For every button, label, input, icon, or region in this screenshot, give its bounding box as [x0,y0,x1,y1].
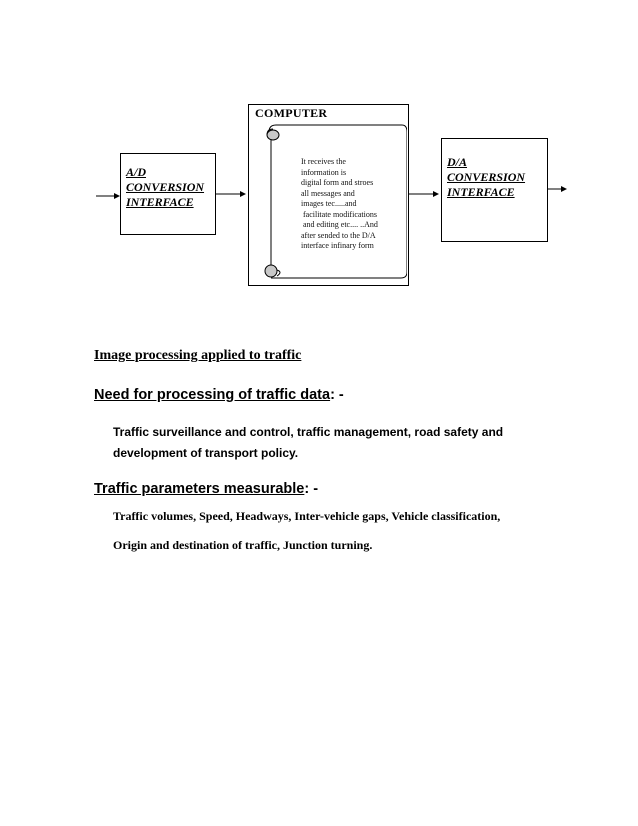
ad-box-line-2: CONVERSION [126,180,205,194]
scroll-line-9: interface infinary form [301,241,374,250]
ad-conversion-box [120,153,216,235]
da-box-line-3: INTERFACE [447,185,515,199]
heading-image-processing: Image processing applied to traffic [94,348,302,363]
scroll-line-8: after sended to the D/A [301,230,376,240]
scroll-line-7: and editing etc.... ..And [301,220,378,229]
scroll-line-1: It receives the [301,157,346,166]
da-box-line-1: D/A [447,155,468,169]
para-traffic-surveillance-line-2: development of transport policy. [113,446,299,460]
heading-need-for-processing [94,387,344,403]
ad-box-line-3: INTERFACE [126,195,194,209]
computer-box [248,104,409,286]
scroll-line-4: all messages and [301,188,355,198]
heading-traffic-parameters-text: Traffic parameters measurable [94,481,305,497]
heading-traffic-parameters [94,481,318,497]
scroll-line-6: facilitate modifications [301,209,377,219]
da-box-line-2: CONVERSION [447,170,526,184]
para-traffic-surveillance-line-1: Traffic surveillance and control, traffic management, road safety and [113,425,504,439]
scroll-text [301,157,378,252]
heading-traffic-parameters-suffix: : - [304,481,319,497]
heading-need-for-processing-suffix: : - [330,387,344,403]
ad-box-line-1: A/D [126,165,147,179]
para-traffic-parameters-line-1: Traffic volumes, Speed, Headways, Inter-vehicle gaps, Vehicle classification, [113,509,501,523]
scroll-line-5: images tec.....and [301,199,357,208]
computer-box-title: COMPUTER [255,106,328,120]
para-traffic-parameters-line-2: Origin and destination of traffic, Junction turning. [113,538,373,552]
heading-need-for-processing-text: Need for processing of traffic data [94,387,331,403]
scroll-line-2: information is [301,167,347,177]
da-conversion-box [441,138,548,242]
scroll-line-3: digital form and stroes [301,178,374,187]
